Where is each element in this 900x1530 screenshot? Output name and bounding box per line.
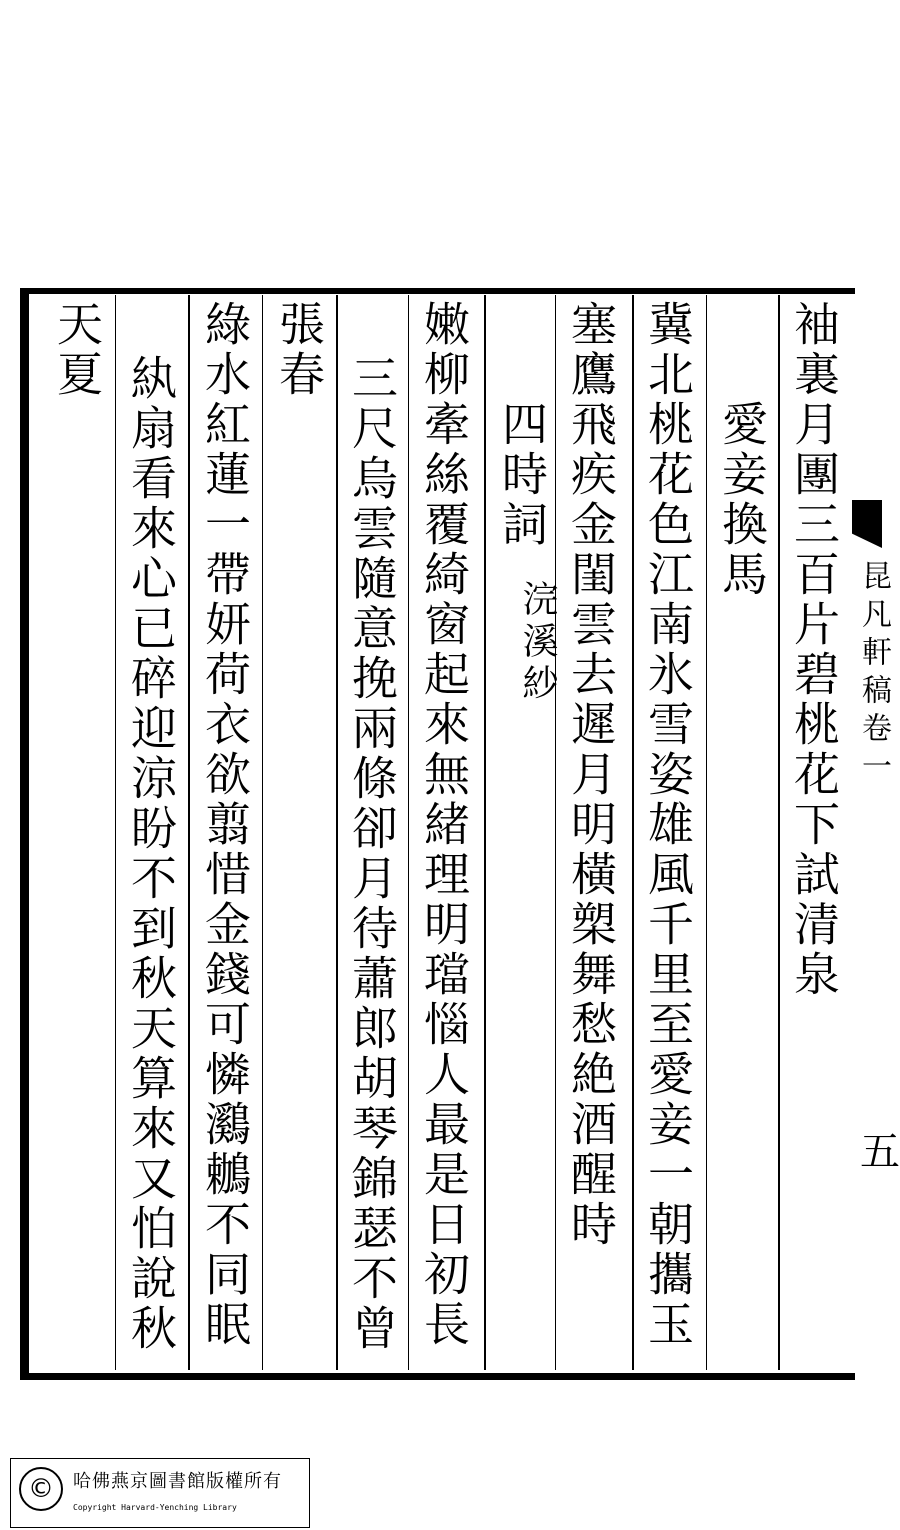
text-column: 紈扇看來心已碎迎涼盼不到秋天算來又怕說秋 [124, 354, 178, 1354]
text-column: 袖裏月團三百片碧桃花下試清泉 [787, 300, 841, 1000]
column-rule [555, 295, 556, 1370]
text-column: 三尺烏雲隨意挽兩條卻月待蕭郎胡琴錦瑟不曾 [345, 354, 399, 1354]
column-rule [706, 295, 707, 1370]
copyright-icon: © [19, 1467, 63, 1511]
column-rule [632, 295, 634, 1370]
book-title-edge: 昆凡軒稿卷一 [856, 560, 891, 788]
poem-title: 愛妾換馬 [715, 400, 769, 600]
column-rule [484, 295, 486, 1370]
page-fold [855, 288, 900, 1380]
page-number: 五 [860, 1129, 900, 1175]
column-rule [408, 295, 409, 1370]
text-column: 塞鷹飛疾金閨雲去遲月明橫槊舞愁絶酒醒時 [564, 300, 618, 1250]
text-column: 冀北桃花色江南氷雪姿雄風千里至愛妾一朝攜玉 [641, 300, 695, 1350]
column-rule [778, 295, 780, 1370]
column-rule [188, 295, 190, 1370]
section-title: 四時詞 [495, 400, 549, 550]
stamp-english: Copyright Harvard-Yenching Library [73, 1503, 237, 1512]
column-rule [262, 295, 263, 1370]
tune-title: 浣溪紗 [517, 580, 558, 706]
text-column: 嫩柳牽絲覆綺窗起來無緒理明璫惱人最是日初長 [417, 300, 471, 1350]
stamp-chinese: 哈佛燕京圖書館版權所有 [73, 1471, 282, 1492]
column-rule [115, 295, 116, 1370]
text-column: 張春 [272, 300, 326, 400]
copyright-stamp [10, 1458, 310, 1528]
column-rule [336, 295, 338, 1370]
text-column: 綠水紅蓮一帶妍荷衣欲翦惜金錢可憐鸂鶒不同眠 [198, 300, 252, 1350]
text-column: 天夏 [50, 300, 104, 400]
